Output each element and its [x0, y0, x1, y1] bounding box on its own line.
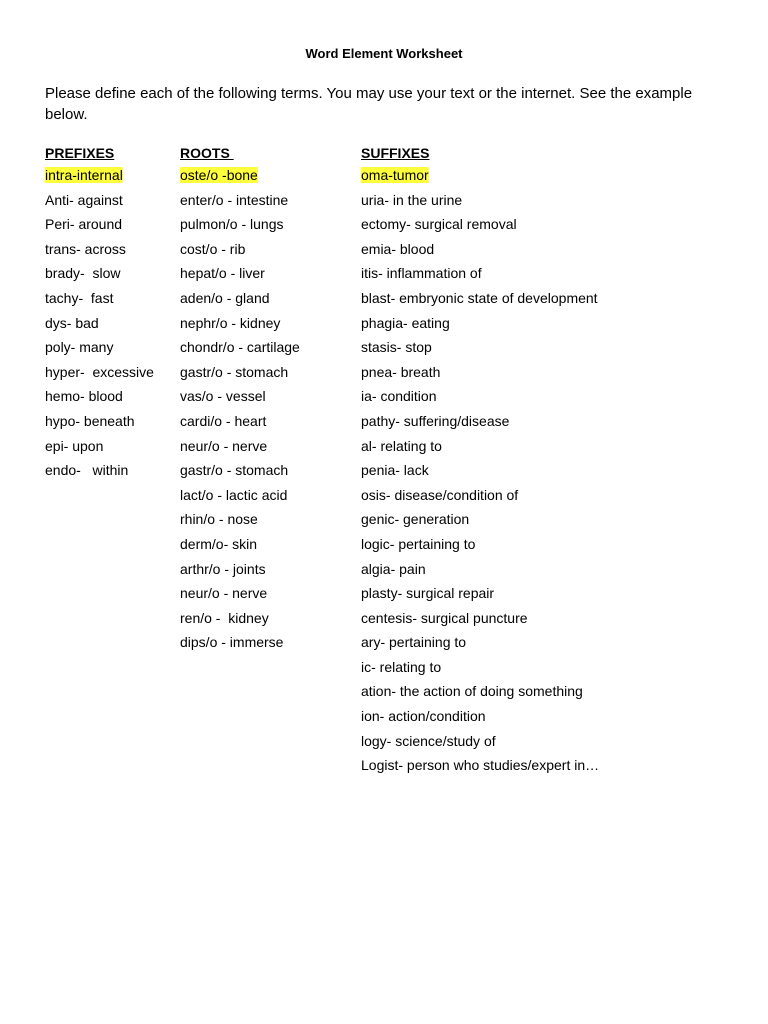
term-item	[361, 462, 599, 487]
term-item	[361, 708, 599, 733]
term-text: neur/o - nerve	[180, 585, 268, 602]
page-title: Word Element Worksheet	[305, 46, 463, 61]
term-item	[180, 487, 300, 512]
term-text: al- relating to	[361, 437, 442, 454]
term-item	[361, 216, 599, 241]
term-text: trans- across	[45, 240, 126, 257]
term-text: brady- slow	[45, 265, 121, 282]
term-text: itis- inflammation of	[361, 265, 482, 282]
term-item	[361, 733, 599, 758]
term-item	[45, 438, 154, 463]
term-item	[45, 364, 154, 389]
term-item	[361, 192, 599, 217]
term-item	[180, 290, 300, 315]
term-item	[45, 241, 154, 266]
term-text: endo- within	[45, 462, 129, 479]
term-item	[180, 315, 300, 340]
term-text: aden/o - gland	[180, 289, 270, 306]
term-text: lact/o - lactic acid	[180, 486, 288, 503]
term-text: uria- in the urine	[361, 191, 463, 208]
term-text: Anti- against	[45, 191, 123, 208]
term-text: poly- many	[45, 339, 114, 356]
term-item	[45, 167, 154, 192]
term-item	[361, 438, 599, 463]
term-item	[45, 216, 154, 241]
term-item	[361, 241, 599, 266]
term-text: epi- upon	[45, 437, 104, 454]
term-item	[45, 192, 154, 217]
term-text: Peri- around	[45, 216, 123, 233]
term-item	[361, 315, 599, 340]
term-text: hyper- excessive	[45, 363, 154, 380]
prefixes-header: PREFIXES	[45, 145, 115, 161]
term-text: oma-tumor	[361, 167, 429, 183]
term-text: tachy- fast	[45, 289, 114, 306]
term-item	[180, 462, 300, 487]
roots-column	[180, 143, 300, 659]
term-item	[180, 561, 300, 586]
term-text: algia- pain	[361, 560, 426, 577]
term-text: ren/o - kidney	[180, 609, 269, 626]
term-item	[45, 413, 154, 438]
prefixes-column	[45, 143, 154, 487]
term-item	[180, 511, 300, 536]
term-text: derm/o- skin	[180, 535, 258, 552]
term-item	[361, 487, 599, 512]
term-item	[361, 536, 599, 561]
term-text: oste/o -bone	[180, 167, 258, 183]
term-text: plasty- surgical repair	[361, 585, 495, 602]
term-text: hemo- blood	[45, 388, 123, 405]
term-text: Logist- person who studies/expert in…	[361, 757, 600, 774]
term-text: cardi/o - heart	[180, 412, 267, 429]
term-item	[361, 364, 599, 389]
term-text: phagia- eating	[361, 314, 450, 331]
term-item	[45, 339, 154, 364]
term-item	[361, 339, 599, 364]
term-text: rhin/o - nose	[180, 511, 258, 528]
term-item	[45, 290, 154, 315]
term-text: enter/o - intestine	[180, 191, 289, 208]
term-text: dys- bad	[45, 314, 99, 331]
term-item	[361, 659, 599, 684]
roots-header: ROOTS	[180, 145, 234, 161]
term-text: pnea- breath	[361, 363, 441, 380]
term-item	[361, 634, 599, 659]
prefixes-list	[45, 167, 154, 487]
suffixes-header: SUFFIXES	[361, 145, 430, 161]
term-item	[180, 413, 300, 438]
term-text: nephr/o - kidney	[180, 314, 281, 331]
term-text: arthr/o - joints	[180, 560, 266, 577]
term-text: logic- pertaining to	[361, 535, 476, 552]
term-item	[180, 192, 300, 217]
term-item	[361, 167, 599, 192]
term-item	[361, 511, 599, 536]
term-item	[180, 265, 300, 290]
term-text: ectomy- surgical removal	[361, 216, 517, 233]
term-item	[361, 388, 599, 413]
term-item	[180, 388, 300, 413]
term-item	[361, 265, 599, 290]
term-item	[180, 364, 300, 389]
suffixes-column	[361, 143, 599, 782]
term-item	[45, 462, 154, 487]
term-item	[180, 610, 300, 635]
term-text: ic- relating to	[361, 658, 442, 675]
term-item	[180, 339, 300, 364]
term-item	[45, 315, 154, 340]
term-item	[45, 265, 154, 290]
term-text: gastr/o - stomach	[180, 363, 289, 380]
term-text: hepat/o - liver	[180, 265, 265, 282]
term-item	[361, 610, 599, 635]
term-text: intra-internal	[45, 167, 123, 183]
term-text: genic- generation	[361, 511, 470, 528]
term-text: gastr/o - stomach	[180, 462, 289, 479]
term-text: stasis- stop	[361, 339, 432, 356]
term-text: pathy- suffering/disease	[361, 412, 510, 429]
term-text: ion- action/condition	[361, 708, 486, 725]
term-item	[180, 585, 300, 610]
term-text: chondr/o - cartilage	[180, 339, 300, 356]
term-item	[361, 413, 599, 438]
term-text: centesis- surgical puncture	[361, 609, 528, 626]
term-item	[180, 241, 300, 266]
suffixes-list	[361, 167, 599, 782]
term-text: pulmon/o - lungs	[180, 216, 284, 233]
roots-list	[180, 167, 300, 659]
term-item	[180, 634, 300, 659]
term-item	[361, 561, 599, 586]
term-item	[361, 683, 599, 708]
instructions-text: Please define each of the following terms. You may use your text or the internet. See the example below.	[45, 85, 693, 123]
term-text: ia- condition	[361, 388, 437, 405]
term-text: penia- lack	[361, 462, 429, 479]
term-text: logy- science/study of	[361, 732, 496, 749]
term-text: emia- blood	[361, 240, 435, 257]
term-text: ary- pertaining to	[361, 634, 467, 651]
term-text: vas/o - vessel	[180, 388, 266, 405]
term-text: ation- the action of doing something	[361, 683, 583, 700]
term-item	[361, 757, 599, 782]
term-text: blast- embryonic state of development	[361, 289, 598, 306]
term-item	[180, 536, 300, 561]
term-item	[180, 438, 300, 463]
term-text: dips/o - immerse	[180, 634, 284, 651]
term-item	[361, 585, 599, 610]
term-text: neur/o - nerve	[180, 437, 268, 454]
term-text: hypo- beneath	[45, 412, 135, 429]
term-text: osis- disease/condition of	[361, 486, 519, 503]
term-item	[180, 216, 300, 241]
term-text: cost/o - rib	[180, 240, 246, 257]
term-item	[361, 290, 599, 315]
term-item	[180, 167, 300, 192]
term-item	[45, 388, 154, 413]
